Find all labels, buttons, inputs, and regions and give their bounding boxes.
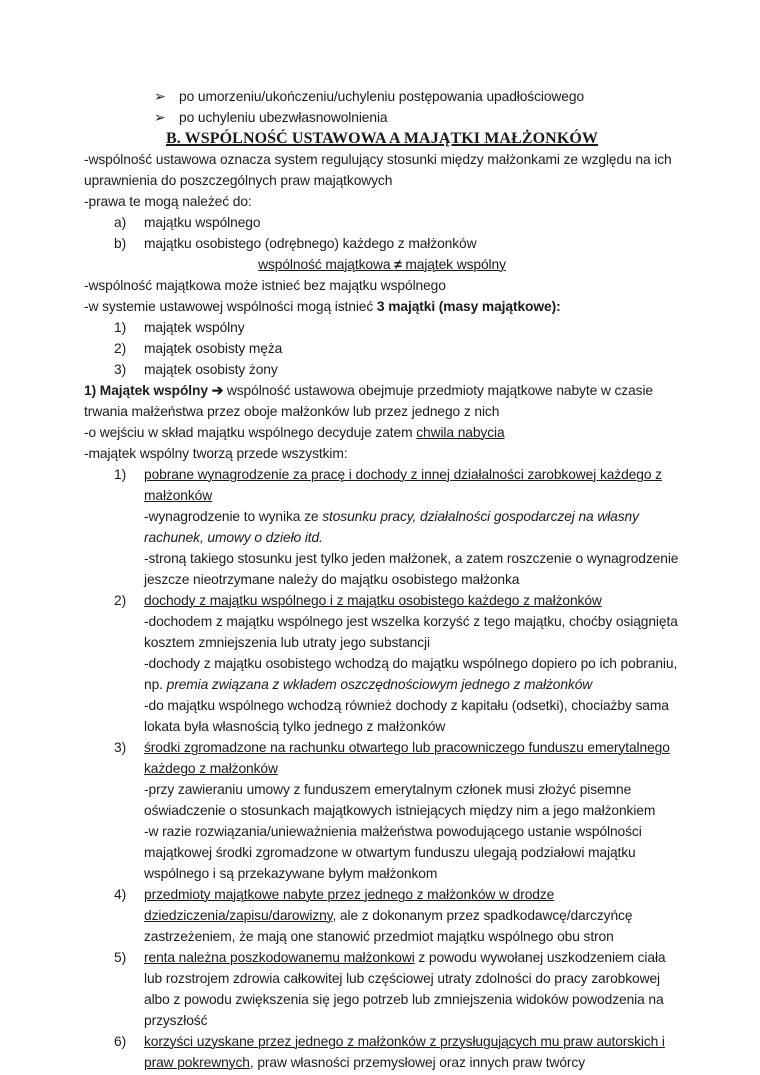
masses-intro-bold: 3 majątki (masy majątkowe):	[376, 299, 561, 314]
mass-item-1	[84, 317, 680, 338]
inequality-right: majątek wspólny	[401, 257, 506, 272]
item-sub-paragraph	[144, 548, 680, 590]
item-head-underlined: pobrane wynagrodzenie za pracę i dochody z innej działalności zarobkowej każdego z małżonków	[144, 467, 662, 503]
item-body	[144, 590, 680, 737]
sub-pre: -stroną takiego stosunku jest tylko jeden małżonek, a zatem roszczenie o wynagrodzenie jeszcze nieotrzymane należy do majątku osobistego małżonka	[144, 551, 679, 587]
numbered-item-4	[114, 884, 680, 947]
sub-pre: -przy zawieraniu umowy z funduszem emerytalnym członek musi złożyć pisemne oświadczenie o stosunkach majątkowych istniejących między nim a jego małżonkiem	[144, 782, 656, 818]
list-item-text: majątek wspólny	[144, 320, 245, 335]
item-sub-paragraph	[144, 506, 680, 548]
document-content	[84, 86, 680, 1073]
sub-italic: stosunku pracy, działalności gospodarczej na własny rachunek, umowy o dzieło itd.	[144, 509, 639, 545]
mass-item-2	[84, 338, 680, 359]
item-body	[144, 947, 680, 1031]
item-head-rest: , ale z dokonanym przez spadkodawcę/darczyńcę zastrzeżeniem, że mają one stanowić przedmiot majątku wspólnego obu stron	[144, 908, 633, 944]
numbered-item-3	[114, 737, 680, 884]
list-marker: 6)	[114, 1034, 127, 1049]
heading-bold-text: 1) Majątek wspólny	[84, 383, 212, 398]
list-item-b	[84, 233, 680, 254]
list-marker: b)	[114, 236, 127, 251]
list-item-text: majątku osobistego (odrębnego) każdego z małżonków	[144, 236, 477, 251]
bullet-item	[84, 86, 680, 107]
sub-pre: -dochodem z majątku wspólnego jest wszelka korzyść z tego majątku, choćby osiągnięta kosztem zmniejszenia lub utraty jego substancji	[144, 614, 678, 650]
list-item-text: majątek osobisty męża	[144, 341, 283, 356]
item-head-rest: z powodu wywołanej uszkodzeniem ciała lub rozstrojem zdrowia całkowitej lub częściowej utraty zdolności do pracy zarobkowej albo z powodu zwiększenia się jego potrzeb lub zmniejszenia widoków powodzenia na przyszłość	[144, 950, 666, 1028]
item-head-underlined: przedmioty majątkowe nabyte przez jednego z małżonków w drodze dziedziczenia/zapisu/darowizny	[144, 887, 555, 923]
list-marker: 3)	[114, 740, 127, 755]
item-body	[144, 884, 680, 947]
item-head	[144, 1031, 680, 1073]
item-head-underlined: renta należna poszkodowanemu małżonkowi	[144, 950, 415, 965]
numbered-item-5	[114, 947, 680, 1031]
list-item-a	[84, 212, 680, 233]
list-marker: 1)	[114, 467, 127, 482]
arrowhead-bullet-icon: ➢	[154, 89, 166, 104]
item-head-underlined: dochody z majątku wspólnego i z majątku osobistego każdego z małżonków	[144, 593, 602, 608]
section-title-text: B. WSPÓLNOŚĆ USTAWOWA A MAJĄTKI MAŁŻONKÓW	[165, 130, 599, 147]
right-arrow-icon: ➔	[211, 383, 224, 398]
bullet-text: po umorzeniu/ukończeniu/uchyleniu postępowania upadłościowego	[179, 89, 585, 104]
item-head	[144, 590, 680, 611]
paragraph-chwila	[84, 422, 680, 443]
list-marker: 2)	[114, 593, 127, 608]
section-title	[84, 128, 680, 149]
sub-pre: -w razie rozwiązania/unieważnienia małżeństwa powodującego ustanie wspólności majątkowej środki zgromadzone w otwartym funduszu ulegają podziałowi majątku wspólnego i są przekazywane byłym małżonkom	[144, 824, 642, 881]
list-marker: a)	[114, 215, 127, 230]
item-head	[144, 884, 680, 947]
inequality-text	[258, 257, 506, 272]
paragraph-majatek-heading	[84, 380, 680, 422]
not-equal-sign: ≠	[394, 257, 402, 272]
item-body	[144, 1031, 680, 1073]
list-item-text: majątku wspólnego	[144, 215, 261, 230]
numbered-item-1	[114, 464, 680, 590]
list-marker: 2)	[114, 341, 127, 356]
item-head	[144, 947, 680, 1031]
list-item-text: majątek osobisty żony	[144, 362, 278, 377]
list-marker: 5)	[114, 950, 127, 965]
sub-italic: premia związana z wkładem oszczędnościowym jednego z małżonków	[166, 677, 593, 692]
item-head	[144, 464, 680, 506]
paragraph-definition: -wspólność ustawowa oznacza system regulujący stosunki między małżonkami ze względu na ich uprawnienia do poszczególnych praw majątkowych	[84, 152, 672, 188]
paragraph-note1: -wspólność majątkowa może istnieć bez majątku wspólnego	[84, 278, 446, 293]
item-body	[144, 737, 680, 884]
list-marker: 1)	[114, 320, 127, 335]
list-marker: 4)	[114, 887, 127, 902]
list-marker: 3)	[114, 362, 127, 377]
item-sub-paragraph	[144, 653, 680, 695]
item-head	[144, 737, 680, 779]
item-sub-paragraph	[144, 695, 680, 737]
item-sub-paragraph	[144, 779, 680, 821]
mass-item-3	[84, 359, 680, 380]
inequality-left: wspólność majątkowa	[258, 257, 395, 272]
heading-rest-text: wspólność ustawowa obejmuje przedmioty majątkowe nabyte w czasie trwania małżeństwa przez oboje małżonków lub przez jednego z nich	[84, 383, 653, 419]
item-sub-paragraph	[144, 821, 680, 884]
sub-pre: -do majątku wspólnego wchodzą również dochody z kapitału (odsetki), chociażby sama lokata była własnością tylko jednego z małżonków	[144, 698, 669, 734]
sub-pre: -dochody z majątku osobistego wchodzą do majątku wspólnego dopiero po ich pobraniu, np.	[144, 656, 678, 692]
item-head-underlined: środki zgromadzone na rachunku otwartego lub pracowniczego funduszu emerytalnego każdego z małżonków	[144, 740, 670, 776]
item-head-rest: , praw własności przemysłowej oraz innych praw twórcy	[249, 1055, 585, 1070]
paragraph-masses-intro	[84, 296, 680, 317]
paragraph-rights-intro: -prawa te mogą należeć do:	[84, 194, 252, 209]
bullet-text: po uchyleniu ubezwłasnowolnienia	[179, 110, 388, 125]
item-head-underlined: korzyści uzyskane przez jednego z małżonków z przysługujących mu praw autorskich i praw pokrewnych	[144, 1034, 665, 1070]
chwila-pre-text: -o wejściu w skład majątku wspólnego decyduje zatem	[84, 425, 417, 440]
sub-pre: -wynagrodzenie to wynika ze	[144, 509, 323, 524]
inequality-note	[84, 254, 680, 275]
numbered-item-6	[114, 1031, 680, 1073]
paragraph-tworza-intro: -majątek wspólny tworzą przede wszystkim:	[84, 446, 348, 461]
item-sub-paragraph	[144, 611, 680, 653]
chwila-underlined-text: chwila nabycia	[416, 425, 505, 440]
arrowhead-bullet-icon: ➢	[154, 110, 166, 125]
masses-intro-normal: -w systemie ustawowej wspólności mogą istnieć	[84, 299, 377, 314]
item-body	[144, 464, 680, 590]
numbered-item-2	[114, 590, 680, 737]
bullet-item	[84, 107, 680, 128]
